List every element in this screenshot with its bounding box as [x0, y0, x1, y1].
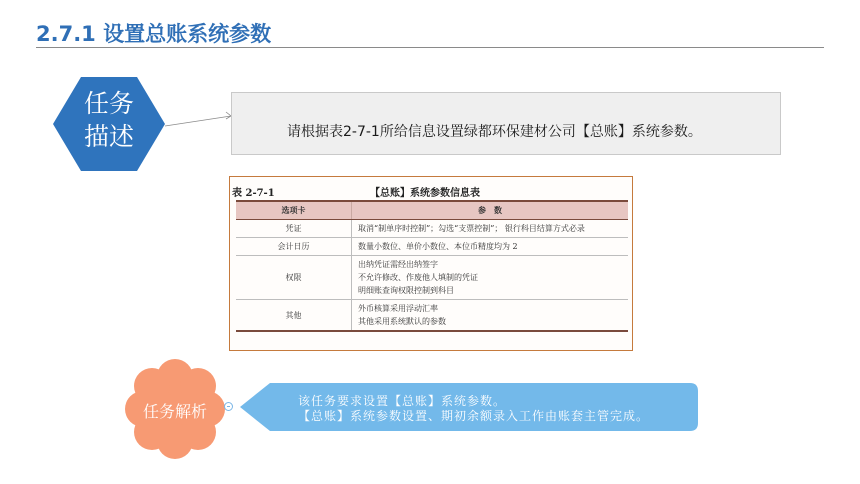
parameter-table-figure — [229, 176, 633, 351]
analysis-badge-label: 任务解析 — [142, 402, 207, 421]
task-analysis-badge — [125, 359, 225, 459]
param-line: 出纳凭证需经出纳签字 — [358, 260, 438, 269]
task-description-badge — [53, 77, 165, 171]
table-row — [236, 220, 628, 238]
title-underline — [36, 47, 824, 48]
table-number: 表 2-7-1 — [232, 188, 275, 199]
header-params: 参 数 — [352, 201, 629, 220]
task-analysis-banner — [240, 383, 702, 431]
table-header-row — [236, 201, 628, 220]
param-line: 明细账查询权限控制到科目 — [358, 286, 454, 295]
page-title: 2.7.1 设置总账系统参数 — [36, 22, 272, 46]
analysis-line: 【总账】系统参数设置、期初余额录入工作由账套主管完成。 — [298, 409, 650, 423]
task-description-text: 请根据表2-7-1所给信息设置绿都环保建材公司【总账】系统参数。 — [287, 124, 702, 140]
badge-label-line2: 描述 — [83, 122, 134, 151]
collapse-handle-icon[interactable] — [224, 402, 233, 411]
param-line: 取消“制单序时控制”；勾选“支票控制”； 银行科目结算方式必录 — [358, 224, 585, 233]
table-row — [236, 256, 628, 300]
row-tab-cell: 会计日历 — [236, 238, 352, 256]
analysis-line: 该任务要求设置【总账】系统参数。 — [298, 394, 507, 408]
parameter-table — [236, 200, 628, 332]
row-params-cell — [352, 220, 629, 238]
row-tab-cell: 凭证 — [236, 220, 352, 238]
row-tab-cell: 其他 — [236, 300, 352, 332]
param-line: 不允许修改、作废他人填制的凭证 — [358, 273, 478, 282]
param-line: 其他采用系统默认的参数 — [358, 317, 446, 326]
param-line: 数量小数位、单价小数位、本位币精度均为 2 — [358, 242, 518, 251]
table-caption: 【总账】系统参数信息表 — [370, 188, 480, 199]
row-params-cell — [352, 300, 629, 332]
row-tab-cell: 权限 — [236, 256, 352, 300]
table-row — [236, 300, 628, 332]
badge-label-line1: 任务 — [83, 89, 134, 118]
connector-arrow — [165, 110, 233, 130]
table-row — [236, 238, 628, 256]
task-description-box — [231, 92, 781, 155]
row-params-cell — [352, 256, 629, 300]
param-line: 外币核算采用浮动汇率 — [358, 304, 438, 313]
row-params-cell — [352, 238, 629, 256]
header-tab: 选项卡 — [236, 201, 352, 220]
